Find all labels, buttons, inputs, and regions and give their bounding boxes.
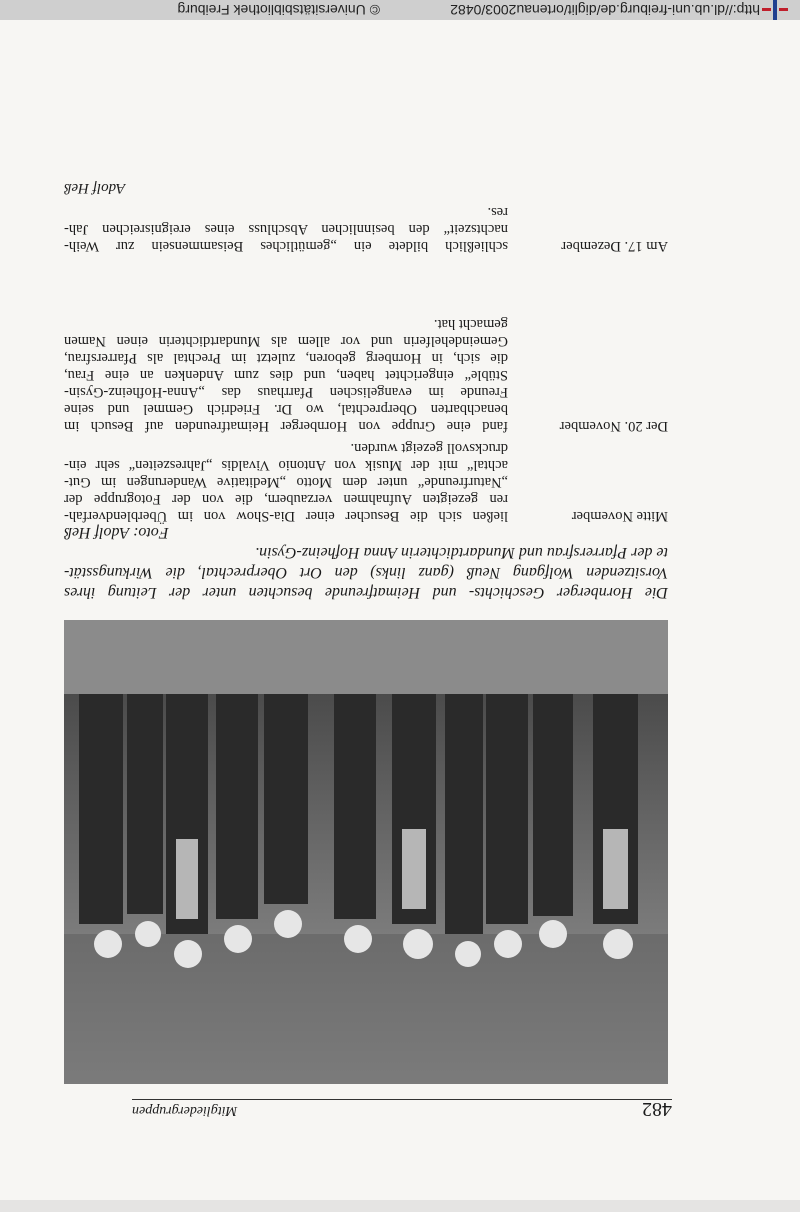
page-number: 482 (642, 1098, 672, 1120)
entry-line: benachbarten Oberprechtal, wo Dr. Friedrich Gemmel und seine (64, 401, 508, 417)
entry-line: schließlich bildete ein „gemütliches Beisammensein zur Weih- (64, 238, 508, 254)
entry-line: Freunde im evangelischen Pfarrhaus das „Anna-Hofheinz-Gysin- (64, 384, 508, 400)
photo-caption (64, 522, 668, 602)
entry-line: nachtszeit“ den besinnlichen Abschluss eines ereignisreichen Jah- (64, 221, 508, 237)
entry-line: fand eine Gruppe von Hornberger Heimatfreunden auf Besuch im (64, 418, 508, 434)
entry-line: die sich, in Hornberg geboren, zuletzt im Prechtal als Pfarrersfrau, (64, 350, 508, 366)
entry-line: res. (487, 204, 508, 220)
viewer-footer-bar (0, 0, 800, 20)
caption-line: te der Pfarrersfrau und Mundartdichterin Anna Hofheinz-Gysin. (255, 544, 668, 561)
caption-line: Vorsitzenden Wolfgang Neuß (ganz links) den Ort Oberprechtal, die Wirkungsstät- (64, 564, 668, 581)
running-head (132, 1099, 672, 1118)
author-signature: Adolf Heß (64, 180, 126, 196)
faded-viewer-bar (0, 1200, 800, 1212)
library-logo-icon (762, 0, 788, 20)
permalink-url[interactable]: http://dl.ub.uni-freiburg.de/diglit/ortenau2003/0482 (450, 2, 760, 18)
entry-date: Am 17. Dezember (561, 238, 668, 254)
entry-line: „Naturfreunde“ unter dem Motto „Meditative Wanderungen im Gut- (64, 474, 508, 490)
entry-line: Stüble“ eingerichtet haben, und dies zum Andenken an eine Frau, (64, 367, 508, 383)
copyright-label: © Universitätsbibliothek Freiburg (177, 2, 380, 18)
caption-line: Die Hornberger Geschichts- und Heimatfreunde besuchten unter der Leitung ihres (64, 584, 668, 601)
entry-line: drucksvoll gezeigt wurden. (350, 440, 508, 456)
entry-line: ren gezeigten Aufnahmen verzaubern, die von der Fotogruppe der (64, 491, 508, 507)
section-title: Mitgliedergruppen (132, 1103, 238, 1118)
photo-image (64, 620, 668, 1084)
entry-date: Der 20. November (559, 418, 668, 434)
entry-date: Mitte November (571, 508, 668, 524)
group-photo (64, 620, 668, 1084)
entry-line: achtal“ mit der Musik von Antonio Vivaldis „Jahreszeiten“ sehr ein- (64, 457, 508, 473)
entry-line: gemacht hat. (433, 316, 508, 332)
photo-credit: Foto: Adolf Heß (64, 524, 169, 541)
entry-line: Gemeindehelferin und vor allem als Mundartdichterin einen Namen (64, 333, 508, 349)
entry-line: ließen sich die Besucher einer Dia-Show von im Überblendverfah- (64, 508, 508, 524)
